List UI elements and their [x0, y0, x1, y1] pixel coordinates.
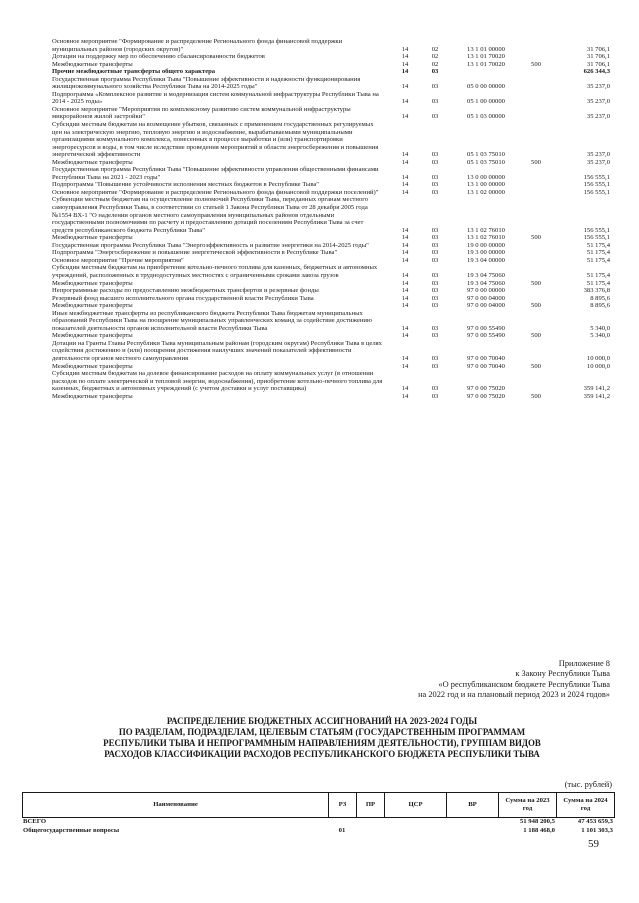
heading-line: РАСПРЕДЕЛЕНИЕ БЮДЖЕТНЫХ АССИГНОВАНИЙ НА 2023-2024 ГОДЫ	[166, 716, 478, 726]
row-name: Основное мероприятие "Формирование и распределение Регионального фонда финансовой поддержки поселений)"	[52, 188, 379, 196]
row-pr: 03	[431, 98, 439, 106]
row-rz: 14	[401, 324, 409, 332]
table-row	[52, 166, 610, 181]
table-row	[52, 280, 610, 288]
table-row	[52, 196, 610, 234]
row-csr: 05 0 00 00000	[467, 83, 505, 91]
row-name: Дотации на Гранты Главы Республики Тыва муниципальным районам (городским округам) Республики Тыва в целях содействия достижению и (или) поощрения достижения наилучших значений показателей эффективности деятельности органов местного самоуправления	[52, 339, 382, 362]
row-pr: 03	[431, 332, 439, 340]
row-rz: 14	[401, 188, 409, 196]
row-csr: 13 0 00 00000	[467, 173, 505, 181]
row-name: Государственная программа Республики Тыва "Повышение эффективности управления общественными финансами Республики Тыва на 2021 - 2023 годы"	[52, 166, 379, 181]
row-rz: 14	[401, 234, 409, 242]
row-name: Межбюджетные трансферты	[52, 60, 133, 68]
row-vr	[522, 287, 550, 295]
row-csr: 97 0 00 75020	[467, 392, 505, 400]
row-rz: 14	[401, 83, 409, 91]
row-pr: 03	[431, 249, 439, 257]
summary-row	[22, 827, 614, 836]
row-rz: 14	[401, 60, 409, 68]
row-sum: 156 555,1	[583, 181, 610, 189]
row-sum: 51 175,4	[586, 279, 610, 287]
row-sum: 10 000,0	[586, 354, 610, 362]
appendix-reference	[360, 659, 610, 701]
row-pr: 03	[431, 83, 439, 91]
row-pr: 03	[431, 113, 439, 121]
row-name: Дотации на поддержку мер по обеспечению сбалансированности бюджетов	[52, 53, 265, 61]
heading-line: РАСХОДОВ КЛАССИФИКАЦИИ РАСХОДОВ РЕСПУБЛИКАНСКОГО БЮДЖЕТА РЕСПУБЛИКИ ТЫВА	[104, 748, 540, 759]
summary-rz	[328, 818, 356, 827]
row-sum: 35 237,0	[586, 98, 610, 106]
row-csr: 19 3 00 00000	[467, 249, 505, 257]
row-pr: 03	[431, 287, 439, 295]
row-sum: 5 340,0	[590, 324, 610, 332]
row-pr: 02	[431, 53, 439, 61]
row-name: Основное мероприятие "Формирование и распределение Регионального фонда финансовой поддержки муниципальных районов (городских округов)"	[52, 38, 343, 53]
row-sum: 156 555,1	[583, 226, 610, 234]
row-csr: 05 1 03 00000	[467, 113, 505, 121]
summary-csr	[384, 827, 446, 836]
row-vr	[522, 189, 550, 197]
row-sum: 51 175,4	[586, 256, 610, 264]
row-csr: 13 1 01 70020	[467, 60, 505, 68]
summary-row	[22, 818, 614, 827]
row-name: Основное мероприятие "Прочие мероприятия"	[52, 256, 184, 264]
summary-csr	[384, 818, 446, 827]
row-pr: 03	[431, 302, 439, 310]
row-csr: 13 1 01 70020	[467, 53, 505, 61]
row-vr	[522, 242, 550, 250]
row-pr: 03	[431, 354, 439, 362]
row-csr: 97 0 00 70040	[467, 362, 505, 370]
row-rz: 14	[401, 362, 409, 370]
heading-line: ПО РАЗДЕЛАМ, ПОДРАЗДЕЛАМ, ЦЕЛЕВЫМ СТАТЬЯМ (ГОСУДАРСТВЕННЫМ ПРОГРАММАМ	[118, 726, 526, 737]
row-sum: 10 000,0	[586, 362, 610, 370]
row-rz: 14	[401, 226, 409, 234]
row-pr: 03	[431, 173, 439, 181]
row-name: Субсидии местным бюджетам на приобретение котельно-печного топлива для казенных, бюджетных и автономных учреждений, расположенных в труднодоступных местностях с ограниченными сроками завоза грузов	[52, 264, 378, 279]
table-row	[52, 264, 610, 279]
row-pr: 03	[431, 188, 439, 196]
row-csr: 97 0 00 55490	[467, 332, 505, 340]
row-name: Иные межбюджетные трансферты из республиканского бюджета Республики Тыва бюджетам муниципальных образований Республики Тыва на поощрение муниципальных управленческих команд за содействие достижению показателей деятельности органов исполнительной власти Республики Тыва	[52, 309, 372, 332]
summary-vr	[446, 818, 498, 827]
row-sum: 35 237,0	[586, 151, 610, 159]
table-row	[52, 295, 610, 303]
row-rz: 14	[401, 113, 409, 121]
table-row	[52, 370, 610, 393]
row-csr: 97 0 00 04000	[467, 302, 505, 310]
row-vr	[522, 264, 550, 279]
row-csr: 13 1 00 00000	[467, 181, 505, 189]
row-pr: 03	[431, 181, 439, 189]
row-sum: 8 895,6	[590, 294, 610, 302]
row-pr: 03	[431, 392, 439, 400]
row-vr	[522, 91, 550, 106]
table-row	[52, 310, 610, 333]
table-row	[52, 363, 610, 371]
row-vr	[522, 68, 550, 76]
header-vr: ВР	[447, 793, 499, 818]
page-number: 59	[588, 838, 599, 850]
summary-vr	[446, 827, 498, 836]
row-csr: 97 0 00 75020	[467, 385, 505, 393]
row-pr: 03	[431, 151, 439, 159]
row-name: Подпрограмма "Повышение устойчивости исполнения местных бюджетов в Республике Тыва"	[52, 181, 319, 189]
row-name: Субвенции местным бюджетам на осуществление полномочий Республики Тыва, переданных органам местного самоуправления Республики Тыва, в соответствии со статьей 1 Закона Республики Тыва от 28 декабря 2005 года №1554 ВХ-1 "О наделении органов местного самоуправления муниципальных районов отдельными государственными полномочиями по расчету и предоставлению дотаций поселениям Республики Тыва за счет средств республиканского бюджета Республики Тыва"	[52, 196, 369, 234]
table-row	[52, 302, 610, 310]
row-csr: 13 1 02 76010	[467, 234, 505, 242]
row-pr: 03	[431, 324, 439, 332]
row-sum: 5 340,0	[590, 332, 610, 340]
row-name: Прочие межбюджетные трансферты общего характера	[52, 68, 216, 76]
table-row	[52, 121, 610, 159]
appendix-number: Приложение 8	[558, 659, 610, 668]
row-vr: 500	[531, 332, 541, 340]
summary-name: ВСЕГО	[23, 818, 47, 825]
row-sum: 359 141,2	[583, 385, 610, 393]
row-rz: 14	[401, 68, 409, 76]
row-sum: 31 706,1	[586, 53, 610, 61]
row-rz: 14	[401, 98, 409, 106]
row-rz: 14	[401, 241, 409, 249]
row-pr: 03	[431, 256, 439, 264]
table-row	[52, 393, 610, 401]
row-vr: 500	[531, 279, 541, 287]
row-pr: 02	[431, 60, 439, 68]
summary-rz: 01	[338, 826, 346, 834]
row-name: Межбюджетные трансферты	[52, 279, 133, 287]
row-csr: 19 0 00 00000	[467, 241, 505, 249]
header-csr: ЦСР	[385, 793, 447, 818]
row-csr: 13 1 02 76010	[467, 226, 505, 234]
table-row	[52, 189, 610, 197]
row-pr: 03	[431, 271, 439, 279]
row-vr	[522, 295, 550, 303]
row-rz: 14	[401, 271, 409, 279]
row-csr: 05 1 03 75010	[467, 151, 505, 159]
summary-sum-2023: 51 948 200,5	[519, 818, 555, 825]
row-name: Подпрограмма "Энергосбережение и повышение энергетической эффективности в Республике Тыва"	[52, 249, 338, 257]
row-sum: 51 175,4	[586, 241, 610, 249]
table-row	[52, 159, 610, 167]
table-row	[52, 181, 610, 189]
row-sum: 35 237,0	[586, 83, 610, 91]
row-sum: 35 237,0	[586, 113, 610, 121]
row-sum: 383 376,8	[583, 287, 610, 295]
allocation-table-header	[22, 792, 615, 818]
header-sum-2024: Сумма на 2024 год	[557, 793, 615, 818]
table-row	[52, 249, 610, 257]
row-csr: 19 3 04 00000	[467, 256, 505, 264]
table-row	[52, 76, 610, 91]
row-vr	[522, 370, 550, 393]
row-pr: 03	[431, 68, 439, 76]
row-csr: 19 3 04 75060	[467, 271, 505, 279]
row-vr	[522, 106, 550, 121]
table-row	[52, 257, 610, 265]
summary-name: Общегосударственные вопросы	[23, 826, 120, 834]
row-sum: 31 706,1	[586, 60, 610, 68]
row-sum: 51 175,4	[586, 249, 610, 257]
table-row	[52, 91, 610, 106]
row-vr	[522, 76, 550, 91]
table-row	[52, 38, 610, 53]
row-vr: 500	[531, 302, 541, 310]
row-csr: 19 3 04 75060	[467, 279, 505, 287]
row-csr: 05 1 03 75010	[467, 158, 505, 166]
heading-line: РЕСПУБЛИКИ ТЫВА И НЕПРОГРАММНЫМ НАПРАВЛЕНИЯМ ДЕЯТЕЛЬНОСТИ), ГРУППАМ ВИДОВ	[103, 737, 541, 748]
row-name: Субсидии местным бюджетам на возмещение убытков, связанных с применением государственных регулируемых цен на электрическую энергию, тепловую энергию и водоснабжение, вырабатываемыми муниципальными организациями коммунального комплекса, понесенных в процессе выработки и (или) транспортировки энергоресурсов и воды, в том числе вследствие проведения мероприятий в области энергосбережения и повышения энергетической эффективности	[52, 121, 379, 159]
row-pr: 03	[431, 241, 439, 249]
row-csr: 13 1 01 00000	[467, 45, 505, 53]
appendix-law-period: на 2022 год и на плановый период 2023 и 2024 годов»	[418, 690, 610, 700]
row-rz: 14	[401, 173, 409, 181]
row-vr	[522, 181, 550, 189]
row-sum: 8 895,6	[590, 302, 610, 310]
row-pr: 03	[431, 294, 439, 302]
summary-pr	[356, 818, 384, 827]
row-csr: 13 1 02 00000	[467, 188, 505, 196]
row-rz: 14	[401, 53, 409, 61]
row-vr	[522, 257, 550, 265]
row-rz: 14	[401, 354, 409, 362]
row-csr: 97 0 00 55490	[467, 324, 505, 332]
summary-pr	[356, 827, 384, 836]
row-sum: 35 237,0	[586, 158, 610, 166]
row-sum: 51 175,4	[586, 271, 610, 279]
row-rz: 14	[401, 287, 409, 295]
row-vr	[522, 249, 550, 257]
row-vr	[522, 340, 550, 363]
row-rz: 14	[401, 332, 409, 340]
row-sum: 156 555,1	[583, 173, 610, 181]
row-sum: 626 344,3	[583, 68, 610, 76]
row-vr: 500	[531, 60, 541, 68]
row-pr: 03	[431, 362, 439, 370]
row-pr: 02	[431, 45, 439, 53]
table-row	[52, 340, 610, 363]
row-rz: 14	[401, 158, 409, 166]
table-row	[52, 61, 610, 69]
row-rz: 14	[401, 385, 409, 393]
row-csr: 97 0 00 70040	[467, 354, 505, 362]
row-pr: 03	[431, 279, 439, 287]
row-vr	[522, 310, 550, 333]
row-pr: 03	[431, 226, 439, 234]
row-name: Основное мероприятие "Мероприятия по комплексному развитию систем коммунальной инфраструктуры микрорайонов жилой застройки"	[52, 105, 351, 121]
row-vr: 500	[531, 234, 541, 242]
summary-sum-2024: 47 453 659,3	[577, 818, 613, 825]
table-row	[52, 68, 610, 76]
row-rz: 14	[401, 249, 409, 257]
summary-sum-2023: 1 188 468,0	[523, 826, 555, 834]
row-rz: 14	[401, 302, 409, 310]
header-rz: РЗ	[329, 793, 357, 818]
allocation-summary-table	[22, 818, 614, 835]
row-name: Государственная программа Республики Тыва "Повышение эффективности и надежности функционирования жилищнокоммунального хозяйства Республики Тыва на 2014-2025 годы"	[52, 75, 361, 91]
units-label: (тыс. рублей)	[564, 780, 612, 789]
section-heading	[22, 716, 622, 760]
table-row	[52, 234, 610, 242]
row-name: Субсидии местным бюджетам на долевое финансирование расходов на оплату коммунальных услуг (в отношении расходов по оплате электрической и тепловой энергии, водоснабжения), приобретение котельно-печного топлива для казенных, бюджетных и автономных учреждений (с учетом доставки и услуг поставщика)	[52, 370, 383, 393]
row-rz: 14	[401, 279, 409, 287]
appendix-law-reference: к Закону Республики Тыва	[515, 669, 610, 679]
table-row	[52, 106, 610, 121]
row-name: Непрограммные расходы по предоставлению межбюджетных трансфертов и резервные фонды	[52, 287, 319, 295]
row-sum: 156 555,1	[583, 234, 610, 242]
row-vr: 500	[531, 392, 541, 400]
appendix-law-title: «О республиканском бюджете Республики Тыва	[438, 679, 610, 689]
row-vr	[522, 196, 550, 234]
row-rz: 14	[401, 45, 409, 53]
row-name: Межбюджетные трансферты	[52, 302, 133, 310]
row-vr	[522, 166, 550, 181]
row-pr: 03	[431, 234, 439, 242]
row-rz: 14	[401, 392, 409, 400]
row-name: Межбюджетные трансферты	[52, 158, 133, 166]
row-vr	[522, 38, 550, 53]
table-row	[52, 332, 610, 340]
row-pr: 03	[431, 385, 439, 393]
row-name: Межбюджетные трансферты	[52, 234, 133, 242]
header-sum-2023: Сумма на 2023 год	[499, 793, 557, 818]
row-rz: 14	[401, 256, 409, 264]
row-name: Подпрограмма «Комплексное развитие и модернизация систем коммунальной инфраструктуры Республики Тыва на 2014 - 2025 годы»	[52, 90, 379, 106]
header-pr: ПР	[357, 793, 385, 818]
row-vr: 500	[531, 158, 541, 166]
row-csr: 05 1 00 00000	[467, 98, 505, 106]
row-sum: 156 555,1	[583, 188, 610, 196]
row-rz: 14	[401, 151, 409, 159]
budget-allocation-table	[52, 38, 610, 400]
row-csr: 97 0 00 00000	[467, 287, 505, 295]
row-vr: 500	[531, 362, 541, 370]
row-name: Государственная программа Республики Тыва "Энергоэффективность и развитие энергетики на 2014-2025 годы"	[52, 241, 369, 249]
row-sum: 359 141,2	[583, 392, 610, 400]
row-csr: 97 0 00 04000	[467, 294, 505, 302]
row-sum: 31 706,1	[586, 45, 610, 53]
row-rz: 14	[401, 181, 409, 189]
row-name: Межбюджетные трансферты	[52, 332, 133, 340]
row-name: Межбюджетные трансферты	[52, 392, 133, 400]
row-pr: 03	[431, 158, 439, 166]
table-row	[52, 53, 610, 61]
row-vr	[522, 53, 550, 61]
row-vr	[522, 121, 550, 159]
row-name: Резервный фонд высшего исполнительного органа государственной власти Республики Тыва	[52, 294, 314, 302]
table-row	[52, 287, 610, 295]
row-rz: 14	[401, 294, 409, 302]
summary-sum-2024: 1 101 303,3	[581, 826, 613, 834]
header-name: Наименование	[23, 793, 329, 818]
row-name: Межбюджетные трансферты	[52, 362, 133, 370]
row-csr	[450, 68, 522, 76]
table-row	[52, 242, 610, 250]
